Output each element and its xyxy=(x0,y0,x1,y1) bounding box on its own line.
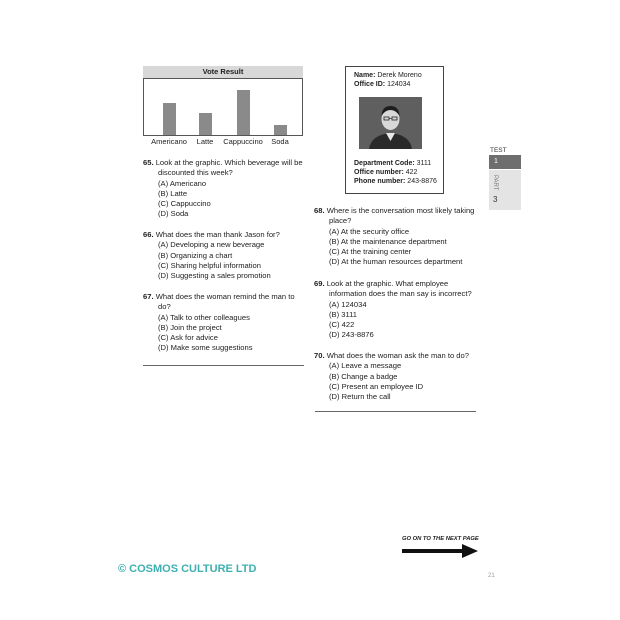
page-number: 21 xyxy=(488,573,495,579)
option-d: (D) Soda xyxy=(158,209,189,219)
category-label-soda: Soda xyxy=(271,137,289,146)
bar-cappuccino xyxy=(237,90,250,135)
option-a: (A) 124034 xyxy=(329,299,367,309)
option-c: (C) Sharing helpful information xyxy=(158,260,261,270)
question-68: 68. Where is the conversation most likely taking place? (A) At the security office (B) At the maintenance department (C) At the training center (D) At the human resources department xyxy=(314,206,484,268)
id-dept-line: Department Code: 3111 xyxy=(354,160,432,167)
id-office-id-line: Office ID: 124034 xyxy=(354,81,411,88)
option-d: (D) Suggesting a sales promotion xyxy=(158,271,271,281)
go-on-next-page-text: GO ON TO THE NEXT PAGE xyxy=(402,536,479,542)
option-d: (D) 243-8876 xyxy=(329,330,374,340)
id-office-number-line: Office number: 422 xyxy=(354,169,418,176)
right-column-divider xyxy=(315,411,476,412)
vote-chart-title: Vote Result xyxy=(143,66,303,79)
bar-soda xyxy=(274,125,287,135)
option-a: (A) Leave a message xyxy=(329,361,402,371)
option-c: (C) 422 xyxy=(329,320,355,330)
id-phone-value: 243-8876 xyxy=(407,178,437,185)
question-66: 66. What does the man thank Jason for? (A) Developing a new beverage (B) Organizing a chart (C) Sharing helpful information (D) Suggesting a sales promotion xyxy=(143,230,308,281)
option-d: (D) Make some suggestions xyxy=(158,343,253,353)
id-office-number-value: 422 xyxy=(405,169,418,176)
option-d: (D) At the human resources department xyxy=(329,257,463,267)
option-c: (C) Present an employee ID xyxy=(329,381,424,391)
category-label-latte: Latte xyxy=(196,137,214,146)
option-a: (A) Talk to other colleagues xyxy=(158,312,250,322)
question-69: 69. Look at the graphic. What employee information does the man say is incorrect? (A) 124034 (B) 3111 (C) 422 (D) 243-8876 xyxy=(314,279,484,341)
right-arrow-icon xyxy=(402,544,478,558)
part-number: 3 xyxy=(493,195,498,204)
category-label-cappuccino: Cappuccino xyxy=(223,137,263,146)
option-c: (C) Cappuccino xyxy=(158,199,211,209)
test-number-badge: 1 xyxy=(489,155,521,169)
person-portrait-icon xyxy=(359,97,422,149)
option-c: (C) Ask for advice xyxy=(158,333,218,343)
test-label: TEST xyxy=(490,147,507,154)
id-office-id-value: 124034 xyxy=(387,81,411,88)
option-a: (A) At the security office xyxy=(329,226,410,236)
option-c: (C) At the training center xyxy=(329,247,412,257)
category-label-americano: Americano xyxy=(151,137,187,146)
part-label: PART xyxy=(492,175,498,191)
bar-latte xyxy=(199,113,212,135)
option-a: (A) Americano xyxy=(158,178,207,188)
option-d: (D) Return the call xyxy=(329,392,391,402)
option-b: (B) Change a badge xyxy=(329,371,398,381)
question-70: 70. What does the woman ask the man to do? (A) Leave a message (B) Change a badge (C) Present an employee ID (D) Return the call xyxy=(314,351,484,402)
bar-americano xyxy=(163,103,176,135)
employee-photo xyxy=(359,97,422,149)
option-b: (B) Latte xyxy=(158,188,188,198)
left-column-divider xyxy=(143,365,304,366)
id-name-line: Name: Derek Moreno xyxy=(354,72,422,79)
option-b: (B) At the maintenance department xyxy=(329,236,447,246)
option-b: (B) Organizing a chart xyxy=(158,250,233,260)
id-name-value: Derek Moreno xyxy=(377,72,422,79)
id-phone-line: Phone number: 243-8876 xyxy=(354,178,437,185)
option-b: (B) Join the project xyxy=(158,322,222,332)
question-67: 67. What does the woman remind the man to do? (A) Talk to other colleagues (B) Join the project (C) Ask for advice (D) Make some suggestions xyxy=(143,292,308,354)
option-a: (A) Developing a new beverage xyxy=(158,240,265,250)
option-b: (B) 3111 xyxy=(329,309,357,319)
question-65: 65. Look at the graphic. Which beverage will be discounted this week? (A) Americano (B) Latte (C) Cappuccino (D) Soda xyxy=(143,158,308,220)
id-dept-value: 3111 xyxy=(416,160,432,167)
copyright-watermark: © COSMOS CULTURE LTD xyxy=(118,563,257,575)
